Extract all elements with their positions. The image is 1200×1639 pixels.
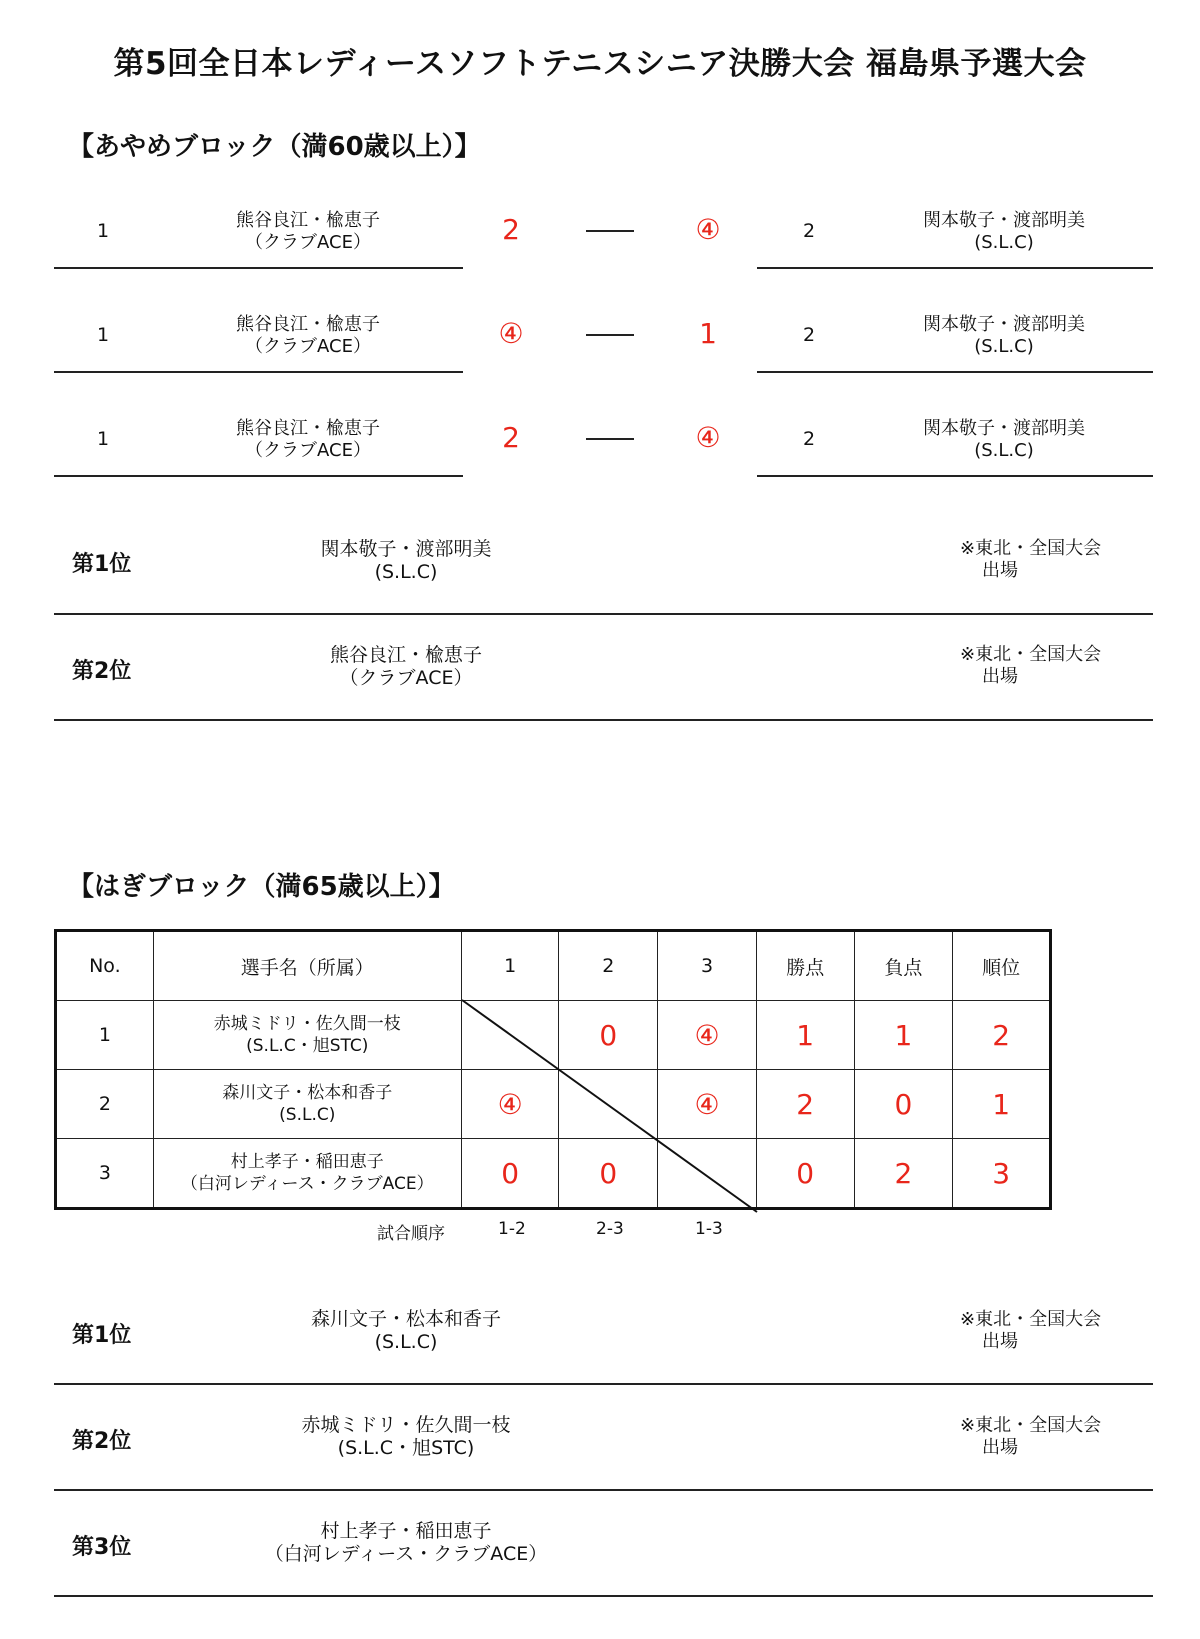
team-name: 熊谷良江・楡恵子 <box>329 644 482 666</box>
score-cell: ④ <box>658 1070 757 1139</box>
match-left-score: 2 <box>502 213 520 246</box>
score-cell: 0 <box>559 1001 658 1070</box>
team-name: 村上孝子・稲田恵子 <box>320 1520 492 1542</box>
score-cell: 0 <box>461 1139 559 1209</box>
team-club: (S.L.C・旭STC) <box>337 1437 475 1459</box>
team-club: (S.L.C) <box>974 336 1034 357</box>
score-cell: ④ <box>658 1001 757 1070</box>
note-line: 出場 <box>982 666 1018 687</box>
match-right-number: 2 <box>802 428 816 450</box>
match-order-item: 1-3 <box>695 1219 723 1239</box>
rank-label: 第2位 <box>72 659 132 684</box>
match-right-number: 2 <box>802 324 816 346</box>
match-order-label: 試合順序 <box>377 1224 445 1244</box>
team-club: (S.L.C・旭STC) <box>246 1036 369 1056</box>
team-club: (S.L.C) <box>279 1105 336 1125</box>
ayame-block-heading: 【あやめブロック（満60歳以上）】 <box>68 132 481 162</box>
team-club: （クラブACE） <box>245 440 371 461</box>
team-club: (S.L.C) <box>974 440 1034 461</box>
team-club: （白河レディース・クラブACE） <box>180 1174 434 1194</box>
loss-points: 2 <box>854 1139 953 1209</box>
rank-cell: 2 <box>953 1001 1051 1070</box>
team-club: （クラブACE） <box>245 232 371 253</box>
match-right-score: 1 <box>699 317 717 350</box>
match-left-number: 1 <box>96 324 110 346</box>
col-header: No. <box>56 931 154 1001</box>
team-club: （白河レディース・クラブACE） <box>264 1543 548 1565</box>
note-line: ※東北・全国大会 <box>960 644 1102 665</box>
loss-points: 0 <box>854 1070 953 1139</box>
divider <box>54 1489 1153 1491</box>
match-order-item: 1-2 <box>498 1219 526 1239</box>
match-left-number: 1 <box>96 428 110 450</box>
col-header: 勝点 <box>756 931 854 1001</box>
rank-team <box>196 1520 616 1566</box>
note-line: 出場 <box>982 1437 1018 1458</box>
team-club: （クラブACE） <box>339 667 473 689</box>
divider <box>54 1595 1153 1597</box>
qualification-note <box>960 1309 1101 1353</box>
page-title: 第5回全日本レディースソフトテニスシニア決勝大会 福島県予選大会 <box>113 46 1087 82</box>
row-number: 2 <box>56 1070 154 1139</box>
rank-label: 第3位 <box>72 1535 132 1560</box>
team-name: 村上孝子・稲田恵子 <box>230 1152 384 1172</box>
col-header: 選手名（所属） <box>153 931 461 1001</box>
rank-cell: 1 <box>953 1070 1051 1139</box>
team-name: 熊谷良江・楡恵子 <box>236 418 380 439</box>
score-cell: ④ <box>461 1070 559 1139</box>
team-club: (S.L.C) <box>374 561 438 583</box>
team-name: 関本敬子・渡部明美 <box>320 538 492 560</box>
match-right-number: 2 <box>802 220 816 242</box>
note-line: 出場 <box>982 560 1018 581</box>
match-left-score: ④ <box>498 317 524 350</box>
loss-points: 1 <box>854 1001 953 1070</box>
note-line: ※東北・全国大会 <box>960 1415 1102 1436</box>
team-club: (S.L.C) <box>974 232 1034 253</box>
team-club: （クラブACE） <box>245 336 371 357</box>
match-left-score: 2 <box>502 421 520 454</box>
team-name: 森川文子・松本和香子 <box>310 1308 501 1330</box>
qualification-note <box>960 1415 1101 1459</box>
team-name: 関本敬子・渡部明美 <box>923 210 1085 231</box>
team-club: (S.L.C) <box>374 1331 438 1353</box>
score-cell: 0 <box>559 1139 658 1209</box>
col-header: 負点 <box>854 931 953 1001</box>
match-right-score: ④ <box>695 421 721 454</box>
win-points: 1 <box>756 1001 854 1070</box>
team-name: 関本敬子・渡部明美 <box>923 314 1085 335</box>
col-header: 3 <box>658 931 757 1001</box>
match-left-number: 1 <box>96 220 110 242</box>
team-name: 赤城ミドリ・佐久間一枝 <box>213 1014 401 1034</box>
win-points: 2 <box>756 1070 854 1139</box>
match-order-item: 2-3 <box>596 1219 624 1239</box>
rank-cell: 3 <box>953 1139 1051 1209</box>
team-name: 赤城ミドリ・佐久間一枝 <box>301 1414 511 1436</box>
rank-label: 第2位 <box>72 1429 132 1454</box>
team-name: 関本敬子・渡部明美 <box>923 418 1085 439</box>
row-number: 1 <box>56 1001 154 1070</box>
note-line: ※東北・全国大会 <box>960 538 1102 559</box>
col-header: 順位 <box>953 931 1051 1001</box>
divider <box>54 1383 1153 1385</box>
col-header: 2 <box>559 931 658 1001</box>
team-name: 熊谷良江・楡恵子 <box>236 210 380 231</box>
win-points: 0 <box>756 1139 854 1209</box>
note-line: ※東北・全国大会 <box>960 1309 1102 1330</box>
col-header: 1 <box>461 931 559 1001</box>
row-number: 3 <box>56 1139 154 1209</box>
rank-label: 第1位 <box>72 1323 132 1348</box>
match-right-score: ④ <box>695 213 721 246</box>
note-line: 出場 <box>982 1331 1018 1352</box>
rank-team <box>196 1414 616 1460</box>
team-name: 森川文子・松本和香子 <box>222 1083 393 1103</box>
rank-team <box>196 1308 616 1354</box>
team-name: 熊谷良江・楡恵子 <box>236 314 380 335</box>
rank-label: 第1位 <box>72 552 132 577</box>
hagi-block-heading: 【はぎブロック（満65歳以上）】 <box>68 872 455 902</box>
